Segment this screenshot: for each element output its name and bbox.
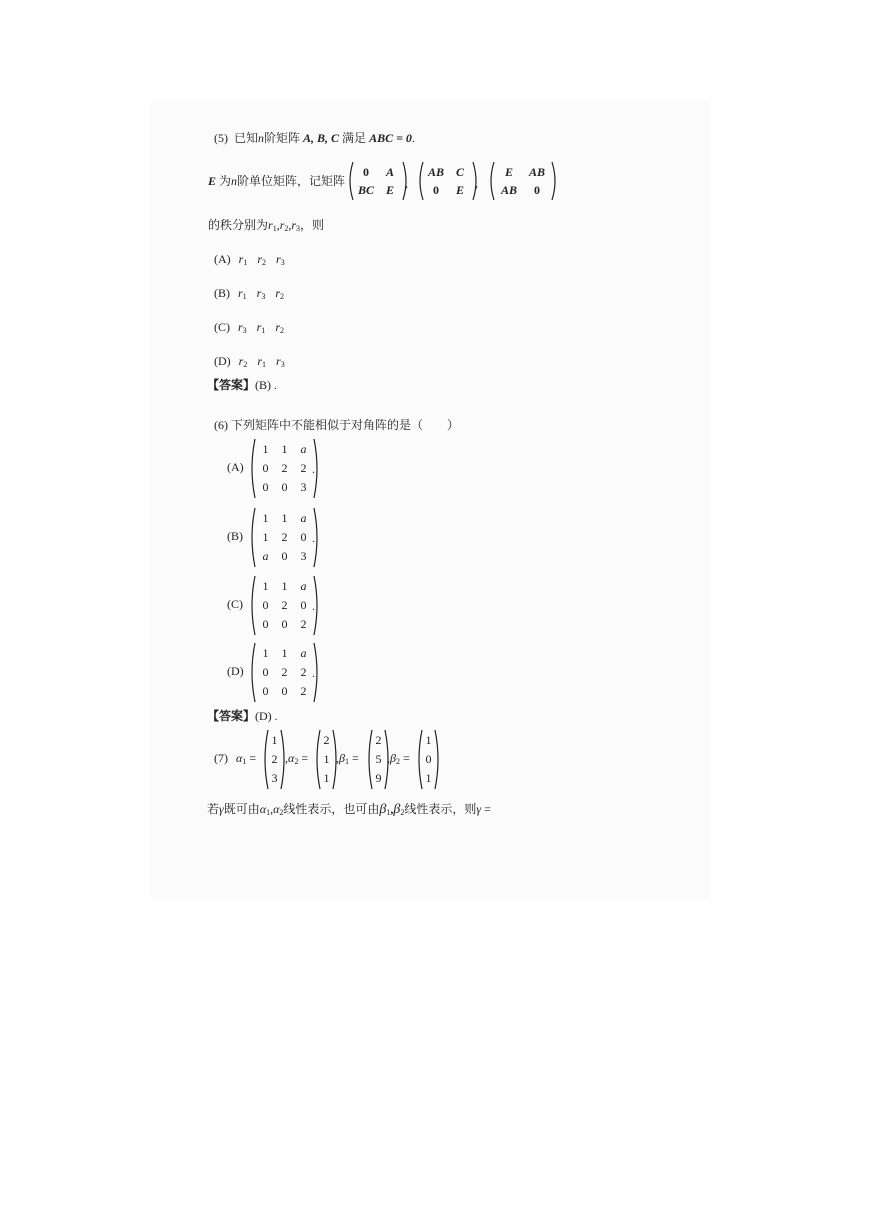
var-r: r [238, 252, 244, 266]
matrix-grid [256, 575, 313, 636]
matrix-grid [256, 507, 313, 568]
matrix-cell: 0 [262, 684, 269, 698]
sub: 1 [262, 360, 267, 369]
option-label: (A) [214, 252, 231, 266]
matrix-cell: BC [357, 182, 374, 197]
left-paren [417, 161, 424, 201]
option-label: (D) [214, 354, 231, 368]
matrix-cell: 2 [281, 598, 288, 612]
matrix-cell: E [385, 182, 394, 197]
matrix-cell: 3 [300, 480, 307, 494]
q5-option [214, 320, 294, 338]
matrix-cell: 1 [425, 771, 432, 785]
period: . [411, 131, 415, 145]
matrix-cell: 1 [262, 442, 269, 456]
text: 的秩分别为 [208, 218, 269, 232]
q5-option [214, 252, 295, 270]
matrix-cell: AB [500, 182, 517, 197]
matrix-cell: 1 [262, 646, 269, 660]
var-n: n [231, 174, 238, 188]
matrix-cell: A [385, 164, 394, 179]
matrices-abc: A, B, C [303, 131, 340, 145]
sub: 2 [280, 292, 285, 301]
var-r: r [238, 354, 244, 368]
matrix-cell: a [300, 511, 307, 525]
sub: 2 [284, 224, 289, 233]
left-paren [347, 161, 354, 201]
matrix-cell: 2 [281, 665, 288, 679]
matrix-cell: 0 [281, 549, 288, 563]
text: 阶单位矩阵，记矩阵 [237, 174, 346, 188]
var-r: r [275, 286, 281, 300]
matrix-cell: 0 [281, 684, 288, 698]
var-r: r [257, 252, 263, 266]
left-paren [249, 507, 256, 568]
var-r: r [276, 354, 281, 368]
sub: 1 [243, 258, 248, 267]
sub: 1 [261, 326, 266, 335]
left-paren [262, 729, 269, 790]
matrix-cell: a [300, 442, 307, 456]
period: . [312, 531, 315, 545]
vector-name: $\alpha_1$ = [236, 751, 257, 766]
option-label: (C) [214, 320, 230, 334]
column-vector [416, 729, 441, 790]
period: . [312, 666, 315, 680]
text: 满足 [342, 131, 367, 145]
answer-value: (D) . [255, 709, 278, 723]
matrix-cell: 5 [375, 752, 382, 766]
matrix-grid [256, 642, 313, 703]
matrix-cell: 2 [300, 461, 307, 475]
q6-option-label: (C) [227, 597, 243, 611]
var-r: r [238, 286, 243, 300]
matrix-cell: 2 [375, 733, 382, 747]
matrix-cell: 1 [281, 579, 288, 593]
sub: 2 [262, 258, 267, 267]
var-n: n [258, 131, 265, 145]
matrix-cell: 0 [262, 598, 269, 612]
question-number: (7) [214, 751, 228, 765]
matrix-grid [424, 161, 472, 201]
matrix-cell: 1 [271, 733, 278, 747]
matrix-grid [269, 729, 280, 790]
equation-abc-zero: ABC = 0 [369, 131, 412, 145]
var-r: r [238, 320, 243, 334]
matrix-cell: C [455, 164, 464, 179]
matrix-cell: 0 [262, 617, 269, 631]
matrix-cell: 1 [262, 579, 269, 593]
q5-answer [207, 378, 277, 392]
matrix-cell: AB [528, 164, 545, 179]
sub: 3 [242, 326, 247, 335]
sub: 2 [280, 326, 285, 335]
text: ，则 [300, 218, 325, 232]
matrix-grid [423, 729, 434, 790]
q6-statement: (6) 下列矩阵中不能相似于对角阵的是（ ） [214, 418, 459, 432]
q6-option-matrix [249, 575, 320, 636]
matrix-cell: 0 [262, 665, 269, 679]
block-matrix-1 [347, 161, 409, 201]
period: . [312, 462, 315, 476]
left-paren [249, 642, 256, 703]
matrix-cell: 1 [323, 752, 330, 766]
matrix-cell: 1 [281, 511, 288, 525]
q6-option-matrix [249, 642, 320, 703]
sub: 1 [242, 292, 247, 301]
matrix-cell: 2 [281, 461, 288, 475]
matrix-cell: 0 [534, 182, 540, 197]
matrix-grid [373, 729, 384, 790]
sub: 3 [296, 224, 301, 233]
var-r: r [256, 320, 262, 334]
matrix-cell: 3 [300, 549, 307, 563]
var-r: r [256, 286, 262, 300]
left-paren [488, 161, 495, 201]
column-vector [262, 729, 287, 790]
matrix-cell: 0 [300, 598, 307, 612]
matrix-cell: 2 [300, 684, 307, 698]
matrix-cell: 0 [262, 480, 269, 494]
matrix-cell: 1 [262, 530, 269, 544]
matrix-cell: 2 [271, 752, 278, 766]
matrix-cell: 0 [281, 480, 288, 494]
matrix-cell: E [504, 164, 513, 179]
matrix-grid [256, 438, 313, 499]
matrix-cell: 2 [300, 665, 307, 679]
matrix-grid [495, 161, 551, 201]
matrix-cell: 3 [271, 771, 278, 785]
matrix-cell: 2 [323, 733, 330, 747]
matrix-cell: 0 [433, 182, 439, 197]
comma: , [475, 176, 478, 190]
identity-E: E [208, 174, 217, 188]
q5-option [214, 286, 294, 304]
question-number: (5) [214, 131, 228, 145]
sub: 3 [261, 292, 266, 301]
vector-name: $,\beta_1$ = [336, 751, 359, 766]
matrix-cell: E [455, 182, 464, 197]
left-paren [249, 575, 256, 636]
matrix-cell: a [300, 579, 307, 593]
var-r: r [268, 218, 273, 232]
q5-statement-line1 [214, 131, 415, 145]
period: . [312, 599, 315, 613]
var-r: r [257, 354, 263, 368]
answer-value: (B) . [255, 378, 278, 392]
matrix-cell: AB [427, 164, 444, 179]
sub: 2 [243, 360, 248, 369]
q7-statement: 若γ既可由$\alpha_1,\alpha_2$线性表示，也可由$\beta_1,\beta_2$线性表示，则γ = [207, 802, 491, 817]
right-paren [434, 729, 441, 790]
matrix-cell: 2 [281, 530, 288, 544]
q6-answer [207, 709, 278, 723]
var-r: r [279, 218, 285, 232]
text: 已知 [234, 131, 259, 145]
left-paren [314, 729, 321, 790]
sub: 1 [272, 224, 277, 233]
matrix-cell: 1 [262, 511, 269, 525]
right-paren [551, 161, 558, 201]
q5-statement-line2 [208, 174, 345, 188]
vector-name: $,\alpha_2$ = [285, 751, 309, 766]
q6-option-label: (B) [227, 529, 243, 543]
option-label: (B) [214, 286, 230, 300]
block-matrix-2 [417, 161, 479, 201]
left-paren [416, 729, 423, 790]
q6-option-label: (A) [227, 460, 244, 474]
sub: 3 [280, 360, 285, 369]
vector-name: $,\beta_2$ = [387, 751, 410, 766]
q6-option-matrix [249, 438, 320, 499]
matrix-cell: 0 [425, 752, 432, 766]
q5-option [214, 354, 295, 372]
q6-option-matrix [249, 507, 320, 568]
matrix-cell: 0 [300, 530, 307, 544]
var-r: r [291, 218, 297, 232]
sub: 3 [280, 258, 285, 267]
answer-label: 【答案】 [207, 709, 256, 723]
comma: , [405, 176, 408, 190]
matrix-grid [354, 161, 402, 201]
matrix-cell: 0 [262, 461, 269, 475]
matrix-cell: a [262, 549, 269, 563]
matrix-cell: 1 [425, 733, 432, 747]
matrix-cell: 9 [375, 771, 382, 785]
matrix-cell: a [300, 646, 307, 660]
matrix-cell: 1 [281, 442, 288, 456]
left-paren [249, 438, 256, 499]
text: 阶矩阵 [264, 131, 301, 145]
q5-statement-line3: 的秩分别为$r_1,r_2,r_3$，则 [208, 218, 325, 233]
matrix-cell: 0 [281, 617, 288, 631]
left-paren [366, 729, 373, 790]
matrix-cell: 0 [363, 164, 369, 179]
block-matrix-3 [488, 161, 558, 201]
matrix-cell: 1 [323, 771, 330, 785]
text: 为 [219, 174, 232, 188]
matrix-grid [321, 729, 332, 790]
var-r: r [276, 252, 281, 266]
var-r: r [275, 320, 281, 334]
matrix-cell: 2 [300, 617, 307, 631]
answer-label: 【答案】 [207, 378, 256, 392]
matrix-cell: 1 [281, 646, 288, 660]
q6-option-label: (D) [227, 664, 244, 678]
